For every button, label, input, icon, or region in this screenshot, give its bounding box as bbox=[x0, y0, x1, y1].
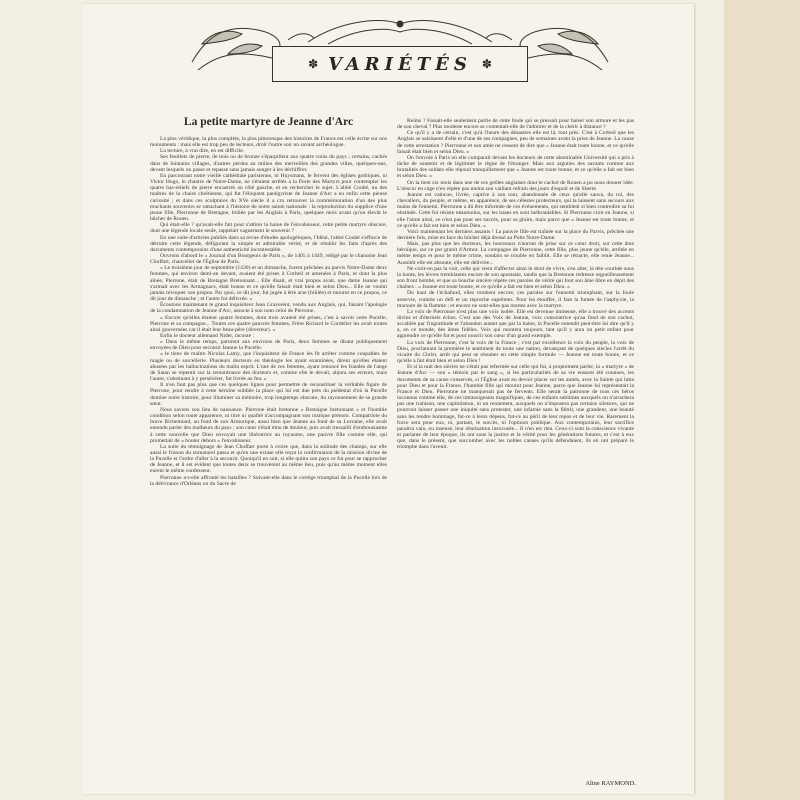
paragraph: Qui était-elle ? qu'avait-elle fait pour s'attirer la haine de l'envahisseur, cette petite martyre obscure, dont une légende locale seule, rappelait vaguement le souvenir ? bbox=[150, 222, 387, 235]
paragraph: Voici maintenant les derniers assauts ! La pauvre fille est traînée sur la place du Parvis, prêchée une dernière fois, mise en face du bûcher déjà dressé au Puits Notre-Dame. bbox=[397, 228, 634, 241]
paragraph: Nous savons son lieu de naissance. Pierrone était bretonne « Bretaigne bretonnant » et l'humble condition selon toute apparence, ni titre ni qualité n'accompagnant son rustique prénom. Compatriote du brave Richemond, au fond de son Armorique, aussi bien que Jeanne au fond de sa Lorraine, elle avait entendu parler des malheurs du pays ; son cœur s'était ému de douleur, puis avait tressailli d'enthousiasme à cette nouvelle que Dieu envoyait une libératrice au royaume, une pauvre fille comme elle, qui promettait de « bouter dehors » l'envahisseur. bbox=[150, 406, 387, 444]
paragraph: La plus véridique, la plus complète, la plus pittoresque des histoires de France est celle écrite sur nos monuments : mais elle est trop peu de lecteurs, droit l'outre soir un savant archéologue. bbox=[150, 136, 387, 149]
paragraph: « Dans le même temps, parurent aux environs de Paris, deux femmes se disant publiquement envoyées de Dieu pour secourir Jeanne la Pucelle. bbox=[150, 339, 387, 352]
section-title: VARIÉTÉS bbox=[328, 53, 472, 75]
paragraph: La suite du témoignage de Jean Chuffart porte à croire que, dans la solitude des champs, sur elle aussi le frisson du surnaturel passa et qu'en une extase elle reçut la confirmation de la mission divine de la Pucelle et l'ordre d'aller à la secourir. Quoiqu'il en soit, si elle quitta son pays ce fut pour se rapprocher de Jeanne, et il est évident que toutes deux se trouvèrent au même lieu, puis qu'au même moment elles eurent le même confesseur. bbox=[150, 443, 387, 475]
paragraph: En une suite d'articles publiés dans sa revue d'études apologétiques, l'Idéal, l'abbé Coubé s'efforce de détruire cette légende, défigurant la simple et admirable vérité, et de rétablir les faits d'après des documents contemporains d'une authenticité incontestable. bbox=[150, 234, 387, 253]
article-title: La petite martyre de Jeanne d'Arc bbox=[183, 116, 354, 128]
paragraph: Ce qu'il y a de certain, c'est qu'à l'heure des désastres elle est là, tout près. C'est à Corbeil que les Anglais se saisissent d'elle et d'une de ses compagnes, peu de semaines avant la prise de Jeanne. La cause de cette arrestation ? Pierronne et son amie ne cessent de dire que « Jeanne était toute bonne, et ce qu'elle faisait était bien et selon Dieu. » bbox=[397, 130, 634, 155]
paragraph: Pierronne a-t-elle affronté les batailles ? Suivant-elle dans le cortège triomphal de la Pucelle lors de la délivrance d'Orléans ou du Sacre de bbox=[150, 474, 387, 487]
author-signature: Aline RAYMOND. bbox=[585, 780, 636, 787]
ornament-right-icon: ✽ bbox=[481, 57, 492, 71]
paragraph: Du haut de l'échafaud, elles tombent encore, ces paroles sur l'ennemi triomphant, sur la foule asservie, comme un défi et un reproche suprêmes. Pour les étouffer, il faut la fumée de l'asphyxie, la morsure de la flamme ; et encore ne sont-elles pas mortes avec la martyre. bbox=[397, 290, 634, 309]
paragraph: « le tiens de maître Nicolas Lamy, que l'inquisiteur de France les fit arrêter comme coupables de magie ou de sorcellerie. Plusieurs docteurs en théologie les ayant examinées, dirent qu'elles étaient abusées par les hallucinations du malin esprit. L'une de ces femmes, ayant renoncé les fraudes de l'ange de Satan se repentit sur la remontrance des docteurs et, comme elle le devait, abjura ses erreurs, mais l'autre, s'obstinant à y persévérer, fut livrée au feu. » bbox=[150, 351, 387, 383]
paragraph: Et si la nuit des siècles ne s'était pas refermée sur celle qui fut, à proprement parler, la « martyre » de Jeanne d'Arc — son « témoin par le sang », si les particularités de sa vie eussent été connues, les documents de sa cause conservés, si l'Église avait eu devoir placer sur les autels, avec la Sainte qui lutta pour Dieu et pour la France, l'humble fille qui mourut pour Jeanne, parce que Jeanne lui représentait la France et Dieu. Pierronne ne manquerait pas de fervents. Elle serait la patronne de tous ces héros inconnus comme elle, de ces intransigeants magnifiques, de ces enfants sublimes auxquels on n'arrachera pas une trahison, une capitulation, ni un reniement, auxquels on n'imposera pas certains silences, qui ne pourront laisser passer une iniquité sans protester, une infamie sans la flétrir, une grandeur, une beauté sans les rendre hommage, fut-ce à leurs dépens, fut-ce au péril de leur repos et de leur vie. Rarement la force sera pour eux, ni, partant, le succès, ni l'opinion publique. Aux contemporains, leur sacrifice paraîtra vain, ou insensé, leur obstination inexcusée... Il n'en est rien. Ceux-ci sont la conscience vivante et parlante de leur époque, ils ont sous la justice et la vérité pour les générations futures, et c'est à eux que, dans le présent, que succomber avec les nobles causes qu'ils défendaient, ils en ont préparé le triomphe dans l'avenir. bbox=[397, 364, 634, 451]
section-masthead bbox=[188, 14, 612, 90]
left-column bbox=[150, 136, 387, 487]
paragraph: La lecture, à vrai dire, en est difficile. bbox=[160, 148, 245, 155]
right-column bbox=[397, 118, 634, 450]
section-banner bbox=[272, 46, 528, 82]
paragraph: On l'envoie à Paris où elle comparaît devant les docteurs de cette abominable Université qui a pris à tâche de soutenir et de légitimer le règne de l'étranger. Mais aux arguties des savants comme aux brutalités des soldats elle répond tranquillement que « Jeanne est toute bonne, et ce qu'elle a fait est bien et selon Dieu. » bbox=[397, 154, 634, 180]
adjacent-page-edge bbox=[722, 0, 800, 800]
paragraph: « Encore qu'elles étaient quatre femmes, dont trois avaient été prises, c'est à savoir cette Pucelle, Pierrone et sa compagne... Toutes ces quatre pauvres femmes, Frère Richard le Cordelier les avait toutes ainsi gouvernées car il était leur beau-père (directeur). » bbox=[150, 314, 387, 333]
paragraph: Ne croit-on pas la voir, celle qui vient d'affecter ainsi le droit de vivre, s'en aller, la tête courbée sous la honte, les lèvres tremblantes encore de son apostasie, tandis que la Bretonne redresse orgueilleusement son front bombé, et que sa bouche sincère répète ces paroles de vérité qui font son âme libre en dépit des chaînes : « Jeanne est toute bonne, et ce qu'elle a fait est bien et selon Dieu. » bbox=[397, 265, 634, 291]
paragraph: Il n'en faut pas plus que ces quelques lignes pour permettre de reconstituer la véritable figure de Pierrone, pour rendre à cette héroïne oubliée la place qui lui est due près du piédestal d'où la Pucelle domine notre histoire, pour illuminer sa mémoire, trop longtemps obscure, du rayonnement de sa grande sœur. bbox=[150, 382, 387, 407]
paragraph: On la tient six mois dans une de ces geôles anglaises dont le cachot de Rouen a pu nous donner idée. L'obscur en cage n'en répète pas moins son vaillant refrain des jours d'espoir et de liberté. bbox=[397, 179, 634, 192]
paragraph: En parcourant notre vieille cathédrale parisienne, ni Huysmans, le fervent des églises gothiques, ni Victor Hugo, le chantre de Notre-Dame, ne s'étaient arrêtés à la Porte des Martyrs pour contempler les quatre bas-reliefs de pierre encastrés au côté gauche, et en rechercher le sujet. L'abbé Coubé, un des maîtres de la chaire chrétienne, qui fut l'éloquent panégyriste de Jeanne d'Arc a eu enfin cette pieuse curiosité ; et dans ces sculptures du XVe siècle il a cru retrouver la commémoration d'un des plus touchants souvenirs se rattachant à l'histoire de notre sainte nationale : la reproduction du supplice d'une jeune fille, Pierronne de Bretagne, brûlée par les Anglais à Paris, quelques mois avant qu'on élevât le bûcher de Rouen. bbox=[150, 172, 387, 223]
paragraph: Reims ? Faisait-elle seulement partie de cette foule qui se pressait pour baiser son armure et les pas de son cheval ? Plus modeste encore se contentait-elle de l'admirer et de la chérir à distance ? bbox=[397, 118, 634, 131]
paragraph: Écoutons maintenant le grand inquisiteur Jean Graverent, vendu aux Anglais, qui, faisant l'apologie de la condamnation de Jeanne d'Arc, associe à son nom celui de Pierrone. bbox=[150, 302, 387, 315]
paragraph: Enfin le docteur allemand Nider, raconte : bbox=[160, 333, 255, 339]
paragraph: Jeanne est vaincue, livrée, captive à son tour, abandonnée de ceux qu'elle sauva, du roi, des chevaliers, du peuple, et même, en apparence, de ses célestes protecteurs, qui la laissent sans secours aux mains de l'ennemi. Pierronne a dû être informée de ces événements, qui semblent si bien contredire sa foi obstinée. Cette foi résiste néanmoins, sur les bases en sont inébranlables. Si Pierronne croit en Jeanne, si elle l'aime ainsi, ce n'est pas pour ses succès, pour sa gloire, mais parce que « Jeanne est toute bonne, et ce qu'elle a fait est bien et selon Dieu. » bbox=[397, 191, 634, 229]
page-gutter bbox=[706, 0, 724, 800]
paragraph: Ouvrons d'abord le « Journal d'un Bourgeois de Paris », de 1405 à 1449, rédigé par le chanoine Jean Chuffart, chancelier de l'Église de Paris. bbox=[150, 252, 387, 266]
paragraph: La voix de Pierronne n'est plus une voix isolée. Elle est devenue immense, elle a trouvé des accents divins et d'éternels échos. C'est une des Voix de Jeanne, voix consolatrice qu'au fond de son cachot, accablée par l'ingratitude et l'abandon autant que par la haine, la Pucelle entendit peut-être lui dire qu'il y a, en ce monde, des âmes fidèles. Voix qui montera toujours, tant qu'il y aura un petit enfant pour apprendre ce qu'elle fut et pour nourrir son cœur d'un grand exemple. bbox=[397, 308, 634, 340]
paragraph: « Le troisième jour de septembre (1430) et un dimanche, furent prêchées au parvis Notre-Dame deux femmes, qui environ demi-an devant, avaient été prises à Corbeil et amenées à Paris, et dont la plus aînée, Pierrone, était de Bretagne Bretonnant... Elle disait, et vrai propos avait, que dame Jeanne qui s'armait avec les Armagnacs, était bonne et ce qu'elle faisait était bien et selon Dieu... Elle ne voulut jamais révoquer son propos. Par quoi, ce dit jour, fut jugée à être arse (brûlée) et mourut en ce propos, ce dit jour de dimanche ; et l'autre fut délivrée. » bbox=[150, 265, 387, 303]
paragraph: La voix de Pierronne, c'est la voix de la France ; c'est par excellence la voix du peuple, la voix de Dieu, proclamant la première le sentiment de toute une nation, devançant de quelques siècles l'arrêt du vicaire du Christ, arrêt qui peut se résumer en cette simple formule — Jeanne est toute bonne, et ce qu'elle a fait était bien et selon Dieu ! bbox=[397, 339, 634, 365]
paragraph: Ses feuillets de pierre, de bois ou de bronze s'éparpillent aux quatre coins du pays ; certains, cachés dans de lointains villages, d'autres perdus au milieu des merveilles des grandes villes, quelques-uns, devant lesquels on passe et repasse sans jamais songer à les déchiffrer. bbox=[150, 154, 387, 173]
ornament-left-icon: ✽ bbox=[308, 57, 319, 71]
paragraph: Mais, pas plus que les docteurs, les bourreaux n'auront de prise sur ce cœur droit, sur cette âme héroïque, sur ce pur granit d'Armor. La compagne de Pierronne, cette fille, plus jeune qu'elle, arrêtée en même temps et pour le même crime, soudain se trouble en faiblit. Elle se rétracte, elle renie Jeanne... Aussitôt elle est absoute, elle est délivrée... bbox=[397, 241, 634, 266]
